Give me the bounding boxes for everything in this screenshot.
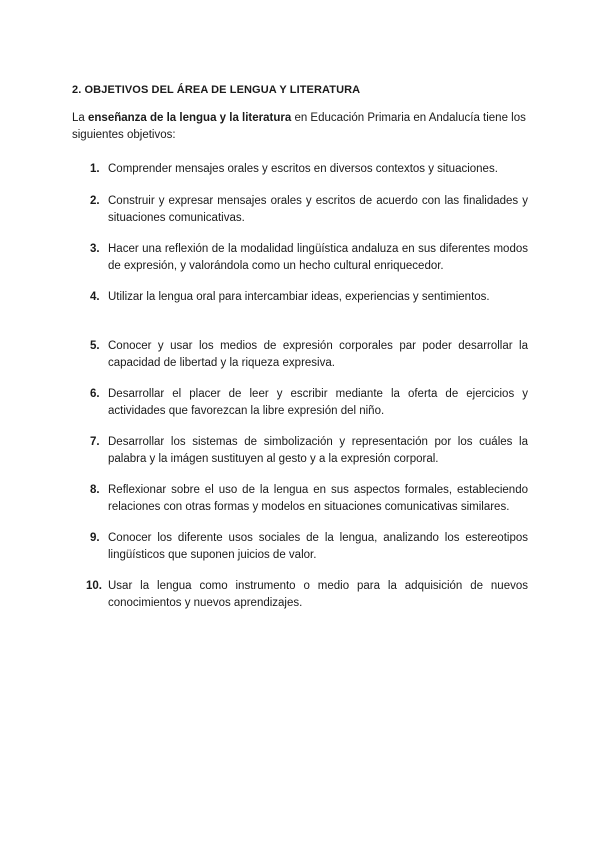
objective-number: 2. [90,195,100,207]
objective-number: 7. [90,436,100,448]
objective-item [72,530,528,564]
objective-number: 9. [90,532,100,544]
objective-text: Reflexionar sobre el uso de la lengua en sus aspectos formales, estableciendo relaciones con otras formas y modelos en situaciones comunicativas similares. [108,484,528,513]
objective-text: Hacer una reflexión de la modalidad lingüística andaluza en sus diferentes modos de expresión, y valorándola como un hecho cultural enriquecedor. [108,243,528,272]
objective-number: 3. [90,243,100,255]
section-heading: 2. OBJETIVOS DEL ÁREA DE LENGUA Y LITERATURA [72,84,361,96]
objective-item [72,578,528,612]
objective-text: Desarrollar el placer de leer y escribir mediante la oferta de ejercicios y actividades que favorezcan la libre expresión del niño. [108,388,528,417]
objective-text: Conocer los diferente usos sociales de la lengua, analizando los estereotipos lingüísticos que suponen juicios de valor. [108,532,528,561]
objective-number: 6. [90,388,100,400]
intro-paragraph [72,110,528,144]
objective-item [72,386,528,420]
objectives-list [72,161,528,612]
objective-text: Comprender mensajes orales y escritos en diversos contextos y situaciones. [108,163,498,175]
objective-text: Conocer y usar los medios de expresión corporales par poder desarrollar la capacidad de libertad y la riqueza expresiva. [108,340,528,369]
objective-item [72,161,528,178]
objective-item [72,434,528,468]
objective-item [72,193,528,227]
objective-number: 4. [90,291,100,303]
intro-suffix: en Educación Primaria en Andalucía tiene los siguientes objetivos: [72,112,526,141]
objective-item [72,289,528,306]
objective-text: Desarrollar los sistemas de simbolización y representación por los cuáles la palabra y la imágen sustituyen al gesto y a la expresión corporal. [108,436,528,465]
objective-item [72,338,528,372]
objective-number: 5. [90,340,100,352]
intro-bold-phrase: enseñanza de la lengua y la literatura [88,112,292,124]
objective-text: Usar la lengua como instrumento o medio para la adquisición de nuevos conocimientos y nuevos aprendizajes. [108,580,528,609]
intro-prefix: La [72,112,88,124]
objective-text: Construir y expresar mensajes orales y escritos de acuerdo con las finalidades y situaciones comunicativas. [108,195,528,224]
document-page [72,84,528,612]
objective-number: 10. [86,580,102,592]
objective-item [72,482,528,516]
objective-text: Utilizar la lengua oral para intercambiar ideas, experiencias y sentimientos. [108,291,490,303]
objective-number: 8. [90,484,100,496]
objective-number: 1. [90,163,100,175]
objective-item [72,241,528,275]
